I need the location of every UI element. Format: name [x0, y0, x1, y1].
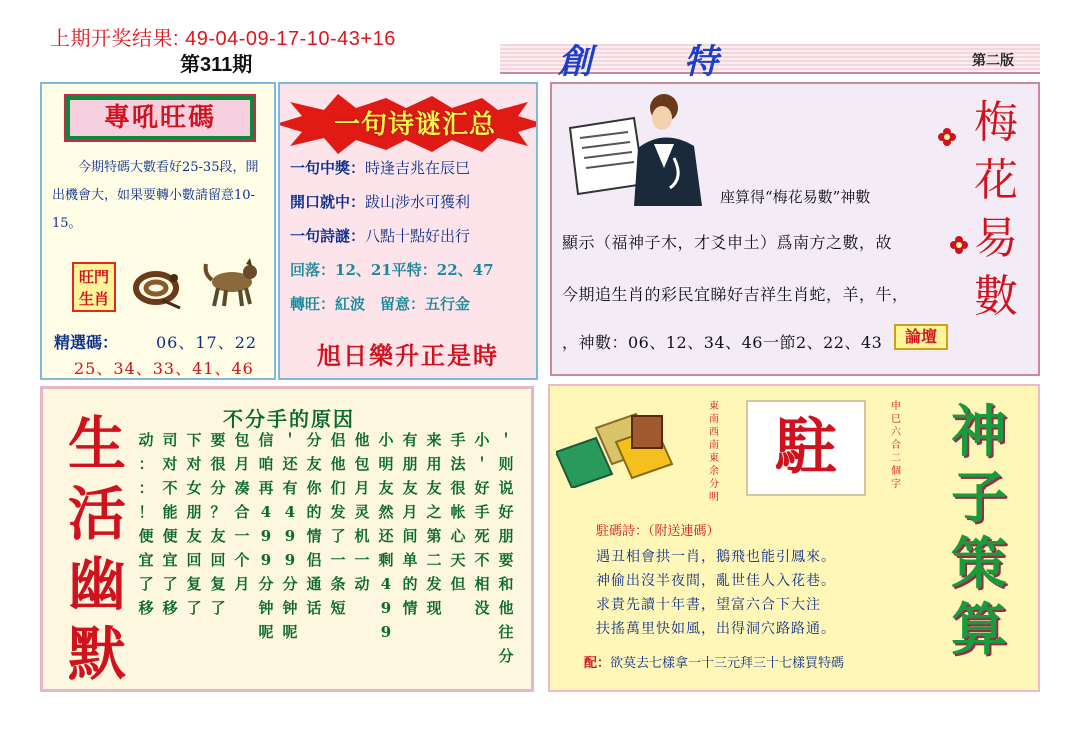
story-char: 机 — [354, 527, 370, 545]
story-char: 便 — [162, 527, 178, 545]
story-char: 发 — [330, 503, 346, 521]
story-char: 明 — [378, 455, 394, 473]
right-vertical-note: 申巳六合二個字 — [891, 401, 901, 490]
story-char: 发 — [426, 575, 442, 593]
panel-gods-strategy — [548, 384, 1040, 692]
story-char: 对 — [186, 455, 202, 473]
story-char: 司 — [162, 431, 178, 449]
story-char: ： — [138, 455, 154, 473]
story-char: 的 — [306, 503, 322, 521]
riddle-row: 回落：12、21平特：22、47 — [290, 261, 494, 279]
story-char: 很 — [210, 455, 226, 473]
brand-title: 創 特 — [558, 42, 758, 82]
story-char: 对 — [162, 455, 178, 473]
station-poem-line: 神偷出沒半夜間，亂世佳人入花巷。 — [596, 573, 836, 589]
dog-icon — [202, 256, 262, 310]
story-char: 了 — [138, 575, 154, 593]
story-char: 回 — [186, 551, 202, 569]
story-char: 了 — [162, 575, 178, 593]
story-char: 没 — [474, 599, 490, 617]
story-char: 来 — [426, 431, 442, 449]
story-char: ＇ — [282, 431, 298, 449]
selected-codes-line-1: 06、17、22 — [156, 333, 258, 352]
last-result-text: 上期开奖结果: 49-04-09-17-10-43+16 — [50, 28, 396, 50]
story-char: 心 — [450, 527, 466, 545]
header-stripe-mask — [400, 40, 500, 80]
story-char: 帐 — [450, 503, 466, 521]
story-char: 友 — [378, 479, 394, 497]
story-char: 9 — [284, 551, 296, 569]
riddle-row: 一句詩謎：八點十點好出行 — [290, 227, 471, 245]
story-char: 们 — [330, 479, 346, 497]
story-char: 小 — [474, 431, 490, 449]
station-poem-line: 扶搖萬里快如風，出得洞穴路路通。 — [596, 621, 836, 637]
story-char: 移 — [162, 599, 178, 617]
panel-poem-riddles-title: 一句诗谜汇总 — [333, 110, 496, 140]
story-char: 要 — [498, 551, 514, 569]
story-char: 死 — [474, 527, 490, 545]
story-char: 不 — [162, 479, 178, 497]
story-char: 短 — [330, 599, 346, 617]
story-char: 复 — [210, 575, 226, 593]
story-char: 情 — [306, 527, 322, 545]
left-vertical-note: 東南西南東余分明 — [709, 401, 719, 503]
station-poem-line: 遇丑相會拱一肖，鵝飛也能引鳳來。 — [596, 549, 836, 565]
story-char: 情 — [402, 599, 418, 617]
plum-numbers-vertical-title: 梅花易數 — [974, 97, 1018, 322]
story-char: 朋 — [402, 455, 418, 473]
story-char: 4 — [380, 575, 392, 593]
flower-icon — [950, 236, 968, 254]
story-char: 下 — [186, 431, 202, 449]
books-icon — [556, 408, 676, 488]
story-char: 月 — [402, 503, 418, 521]
story-char: 再 — [258, 479, 274, 497]
story-char: 9 — [260, 551, 272, 569]
selected-codes-line-2: 25、34、33、41、46 — [74, 359, 254, 378]
station-note: 配：欲莫去七樣拿一十三元拜三十七樣買特碼 — [584, 656, 845, 671]
story-char: 好 — [474, 479, 490, 497]
plum-numbers-line: 今期追生肖的彩民宜睇好吉祥生肖蛇，羊，牛， — [562, 285, 909, 304]
story-char: 小 — [378, 431, 394, 449]
story-char: 呢 — [258, 623, 274, 641]
flower-icon — [938, 128, 956, 146]
story-char: 呢 — [282, 623, 298, 641]
story-char: 了 — [330, 527, 346, 545]
story-char: 咱 — [258, 455, 274, 473]
story-char: 包 — [354, 455, 370, 473]
story-char: 包 — [234, 431, 250, 449]
story-char: ： — [138, 479, 154, 497]
story-char: 分 — [306, 431, 322, 449]
panel-poem-riddles — [278, 82, 538, 380]
life-humor-vertical-title: 生活幽默 — [67, 410, 126, 688]
riddle-row: 轉旺：紅波 留意：五行金 — [290, 295, 471, 313]
story-char: 动 — [138, 431, 154, 449]
story-char: 之 — [426, 503, 442, 521]
story-char: 回 — [210, 551, 226, 569]
story-char: 好 — [498, 503, 514, 521]
story-char: 的 — [402, 575, 418, 593]
gods-strategy-vertical-title: 神子策算 — [951, 400, 1007, 663]
story-char: 月 — [234, 575, 250, 593]
story-char: 侣 — [306, 551, 322, 569]
story-char: 和 — [498, 575, 514, 593]
story-char: 了 — [210, 599, 226, 617]
story-char: 不 — [474, 551, 490, 569]
story-char: 他 — [354, 431, 370, 449]
story-char: 条 — [330, 575, 346, 593]
panel-life-humor — [40, 386, 534, 692]
story-char: 二 — [426, 551, 442, 569]
story-char: 宜 — [138, 551, 154, 569]
story-char: 你 — [306, 479, 322, 497]
story-char: 9 — [380, 599, 392, 617]
story-char: 一 — [354, 551, 370, 569]
story-char: 复 — [186, 575, 202, 593]
snake-icon — [132, 266, 182, 310]
panel-plum-numbers — [550, 82, 1040, 376]
story-char: 侣 — [330, 431, 346, 449]
panel-poem-riddles-bottom: 旭日樂升正是時 — [317, 341, 499, 370]
story-char: 用 — [426, 455, 442, 473]
plum-numbers-line: ，神數：06、12、34、46一節2、22、43 — [562, 333, 883, 352]
story-char: 有 — [282, 479, 298, 497]
story-char: 手 — [450, 431, 466, 449]
panel-hot-code-title: 專吼旺碼 — [66, 96, 254, 140]
story-char: 还 — [282, 455, 298, 473]
story-char: 女 — [186, 479, 202, 497]
story-char: 友 — [306, 455, 322, 473]
story-char: 9 — [260, 527, 272, 545]
story-char: 很 — [450, 479, 466, 497]
story-char: 宜 — [162, 551, 178, 569]
life-humor-title: 不分手的原因 — [223, 407, 355, 431]
panel-hot-code — [40, 82, 276, 380]
story-char: 但 — [450, 575, 466, 593]
story-char: 剩 — [378, 551, 394, 569]
story-char: 友 — [210, 527, 226, 545]
forum-badge: 論壇 — [894, 324, 948, 350]
riddle-row: 開口就中：跋山涉水可獲利 — [290, 193, 471, 211]
story-char: 通 — [306, 575, 322, 593]
story-char: 便 — [138, 527, 154, 545]
story-char: 分 — [498, 647, 514, 665]
story-char: 了 — [186, 599, 202, 617]
story-char: ？ — [210, 503, 226, 521]
story-char: ＇ — [498, 431, 514, 449]
riddle-row: 一句中獎：時逢吉兆在辰巳 — [290, 159, 471, 177]
story-char: 月 — [354, 479, 370, 497]
selected-codes-label: 精選碼： — [54, 333, 119, 352]
plum-numbers-heading: 座算得“梅花易數”神數 — [720, 188, 871, 206]
story-char: 个 — [234, 551, 250, 569]
station-character-box: 駐 — [746, 400, 866, 496]
story-char: 则 — [498, 455, 514, 473]
story-char: 凑 — [234, 479, 250, 497]
story-char: 他 — [330, 455, 346, 473]
story-char: 友 — [402, 479, 418, 497]
story-char: 钟 — [282, 599, 298, 617]
lucky-zodiac-tag: 旺門生肖 — [72, 262, 116, 312]
story-char: 友 — [186, 527, 202, 545]
story-char: 间 — [402, 527, 418, 545]
story-char: ！ — [138, 503, 154, 521]
story-char: 移 — [138, 599, 154, 617]
station-poem-line: 求貴先讀十年書，望富六合下大注 — [596, 597, 821, 613]
panel-hot-code-text: 今期特碼大數看好25-35段，開出機會大，如果要轉小數請留意10-15。 — [52, 160, 259, 231]
story-char: 法 — [450, 455, 466, 473]
story-char: 9 — [284, 527, 296, 545]
story-char: 还 — [378, 527, 394, 545]
story-char: 有 — [402, 431, 418, 449]
story-char: 分 — [282, 575, 298, 593]
story-char: 朋 — [186, 503, 202, 521]
story-char: 相 — [474, 575, 490, 593]
story-char: ＇ — [474, 455, 490, 473]
story-char: 朋 — [498, 527, 514, 545]
story-char: 信 — [258, 431, 274, 449]
woman-reading-newspaper-icon — [564, 88, 724, 206]
story-char: 第 — [426, 527, 442, 545]
story-char: 4 — [284, 503, 296, 521]
edition-label: 第二版 — [972, 53, 1014, 69]
station-code-poem-label: 駐碼詩：（附送連碼） — [596, 524, 720, 539]
plum-numbers-line: 顯示（福神子木，才爻申土）爲南方之數，故 — [562, 233, 893, 252]
story-char: 话 — [306, 599, 322, 617]
issue-number: 第311期 — [180, 54, 253, 76]
story-char: 一 — [234, 527, 250, 545]
story-char: 分 — [258, 575, 274, 593]
story-char: 9 — [380, 623, 392, 641]
story-char: 手 — [474, 503, 490, 521]
story-char: 灵 — [354, 503, 370, 521]
story-char: 合 — [234, 503, 250, 521]
story-char: 4 — [260, 503, 272, 521]
story-char: 动 — [354, 575, 370, 593]
story-char: 现 — [426, 599, 442, 617]
story-char: 往 — [498, 623, 514, 641]
story-char: 说 — [498, 479, 514, 497]
story-char: 分 — [210, 479, 226, 497]
story-char: 友 — [426, 479, 442, 497]
story-char: 一 — [330, 551, 346, 569]
story-char: 月 — [234, 455, 250, 473]
story-char: 能 — [162, 503, 178, 521]
story-char: 单 — [402, 551, 418, 569]
story-char: 然 — [378, 503, 394, 521]
story-char: 要 — [210, 431, 226, 449]
story-char: 他 — [498, 599, 514, 617]
story-char: 天 — [450, 551, 466, 569]
story-char: 钟 — [258, 599, 274, 617]
